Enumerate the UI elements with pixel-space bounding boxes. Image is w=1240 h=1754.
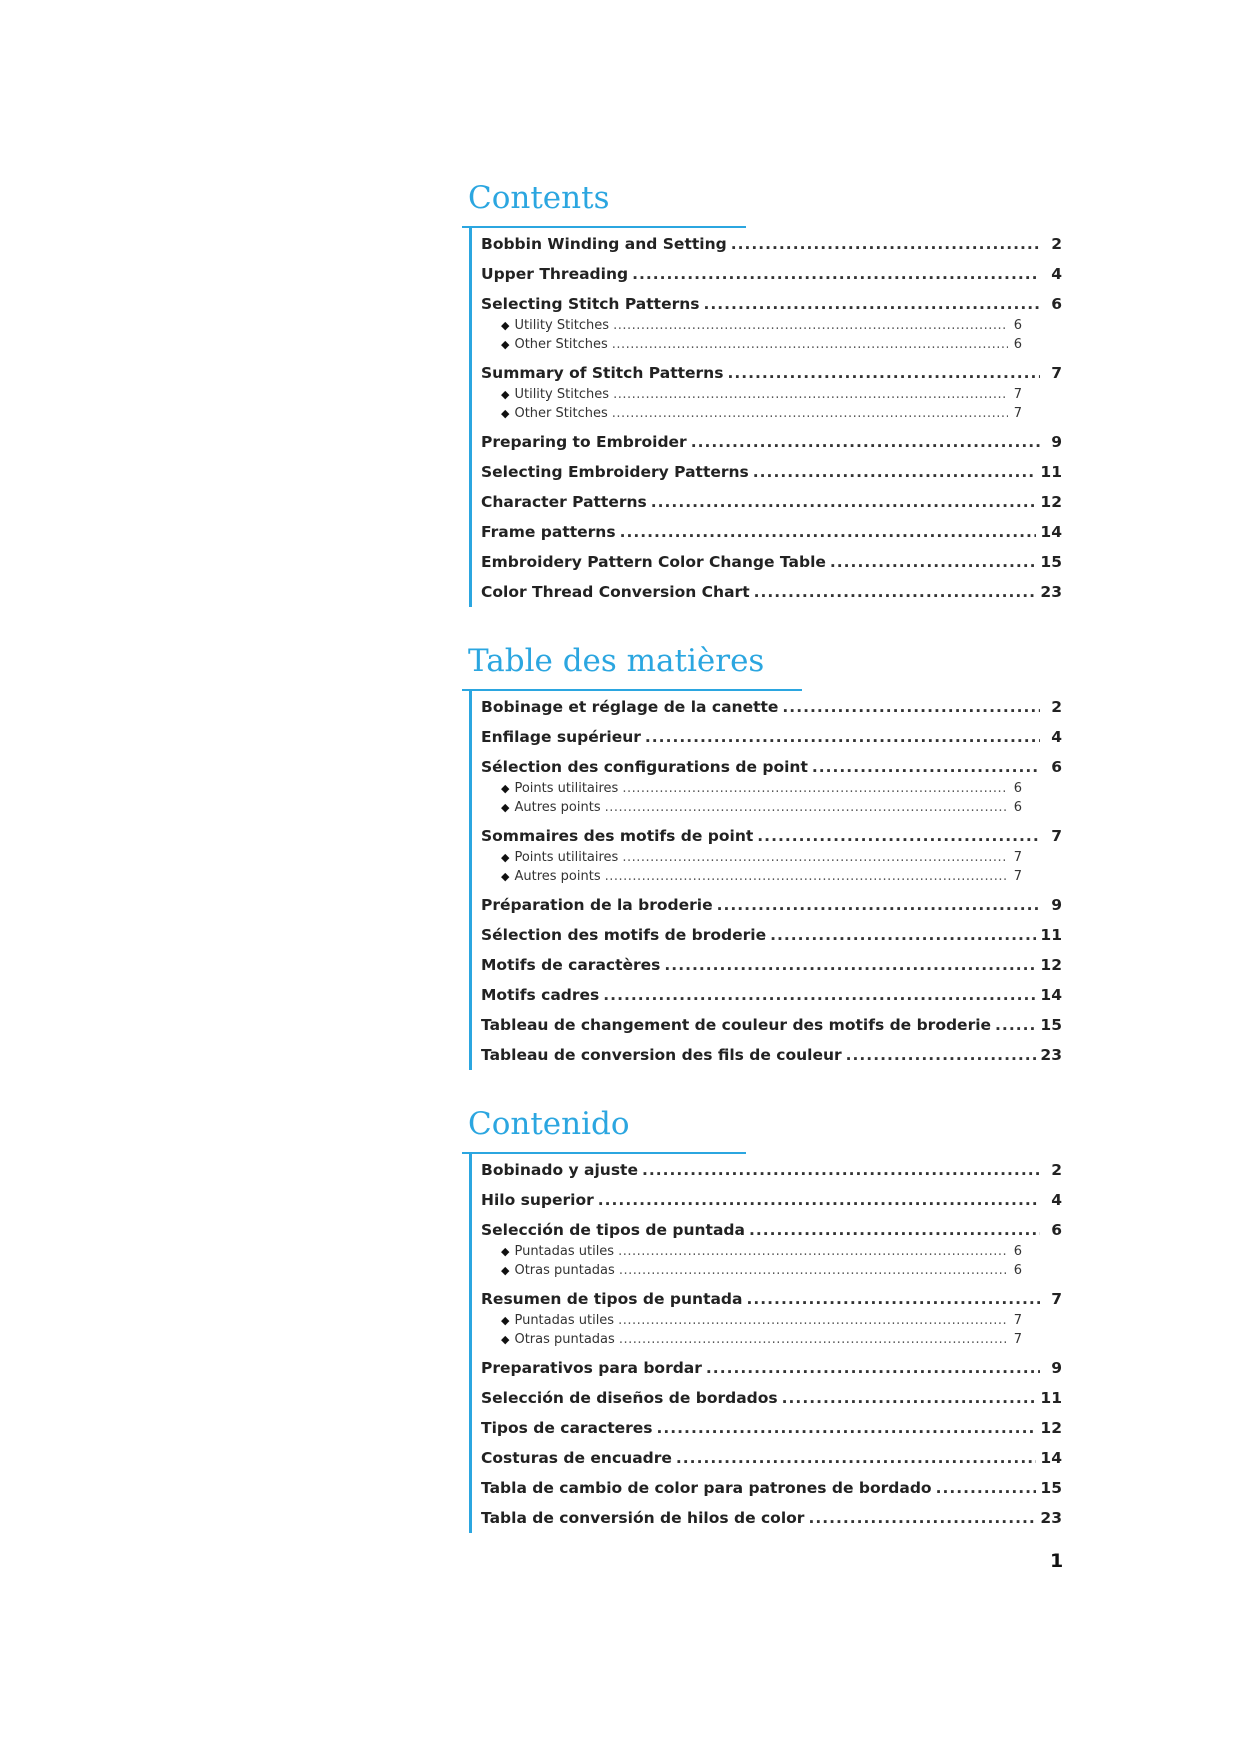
toc-entry[interactable] xyxy=(481,1045,1062,1066)
dot-leader xyxy=(704,294,1041,315)
dot-leader xyxy=(749,1220,1040,1241)
diamond-bullet-icon: ◆ xyxy=(501,388,510,401)
toc-entry-label: Resumen de tipos de puntada xyxy=(481,1290,743,1308)
toc-entry-label: Tabla de cambio de color para patrones de bordado xyxy=(481,1479,932,1497)
toc-entry-row[interactable] xyxy=(481,925,1062,946)
dot-leader xyxy=(753,462,1037,483)
toc-entry-page: 11 xyxy=(1040,926,1062,944)
toc-sub-entry[interactable] xyxy=(501,779,1022,798)
toc-entry-page: 6 xyxy=(1051,758,1062,776)
dot-leader xyxy=(717,895,1040,916)
diamond-bullet-icon: ◆ xyxy=(501,801,510,814)
toc-entry[interactable] xyxy=(481,1418,1062,1439)
dot-leader xyxy=(846,1045,1037,1066)
toc-entry-label: Sélection des configurations de point xyxy=(481,758,808,776)
toc-entry-label: Preparativos para bordar xyxy=(481,1359,702,1377)
toc-entry-page: 7 xyxy=(1051,1290,1062,1308)
toc-body xyxy=(469,228,1062,607)
toc-entry[interactable] xyxy=(481,432,1062,453)
dot-leader xyxy=(605,867,1008,886)
toc-entry-label: Selección de diseños de bordados xyxy=(481,1389,778,1407)
toc-section-table-des-matieres xyxy=(462,643,1062,1070)
toc-entry-label: Bobbin Winding and Setting xyxy=(481,235,727,253)
toc-entry-label: Character Patterns xyxy=(481,493,647,511)
toc-entry-row[interactable] xyxy=(481,1508,1062,1529)
toc-entry[interactable] xyxy=(481,697,1062,718)
toc-entry-row[interactable] xyxy=(481,363,1062,384)
toc-sub-entry-page: 6 xyxy=(1013,1244,1022,1259)
dot-leader xyxy=(770,925,1036,946)
diamond-bullet-icon: ◆ xyxy=(501,1264,510,1277)
toc-entry[interactable] xyxy=(481,363,1062,423)
toc-sub-entry[interactable] xyxy=(501,404,1022,423)
toc-sub-list xyxy=(481,848,1062,886)
toc-entry-label: Color Thread Conversion Chart xyxy=(481,583,750,601)
toc-entry-page: 12 xyxy=(1040,1419,1062,1437)
toc-entry-label: Tabla de conversión de hilos de color xyxy=(481,1509,805,1527)
toc-entry-label: Frame patterns xyxy=(481,523,616,541)
toc-sub-list xyxy=(481,1311,1062,1349)
toc-sub-entry[interactable] xyxy=(501,335,1022,354)
toc-entry-row[interactable] xyxy=(481,1045,1062,1066)
toc-entry[interactable] xyxy=(481,492,1062,513)
dot-leader xyxy=(664,955,1036,976)
toc-entry-label: Sélection des motifs de broderie xyxy=(481,926,767,944)
toc-entry-page: 6 xyxy=(1051,295,1062,313)
toc-entry[interactable] xyxy=(481,1289,1062,1349)
toc-entry-row[interactable] xyxy=(481,1358,1062,1379)
toc-entry-page: 11 xyxy=(1040,1389,1062,1407)
toc-entry-row[interactable] xyxy=(481,492,1062,513)
toc-sub-entry-page: 6 xyxy=(1013,337,1022,352)
dot-leader xyxy=(612,404,1008,423)
toc-entry-page: 9 xyxy=(1051,433,1062,451)
toc-entry[interactable] xyxy=(481,985,1062,1006)
toc-entry[interactable] xyxy=(481,1448,1062,1469)
dot-leader xyxy=(612,335,1008,354)
dot-leader xyxy=(747,1289,1041,1310)
toc-entry-page: 2 xyxy=(1051,698,1062,716)
toc-entry-label: Embroidery Pattern Color Change Table xyxy=(481,553,826,571)
toc-entry-page: 15 xyxy=(1040,1479,1062,1497)
toc-entry[interactable] xyxy=(481,294,1062,354)
toc-entry-page: 11 xyxy=(1040,463,1062,481)
toc-entry[interactable] xyxy=(481,895,1062,916)
dot-leader xyxy=(613,316,1008,335)
toc-entry[interactable] xyxy=(481,522,1062,543)
toc-sub-list xyxy=(481,316,1062,354)
toc-sub-entry-page: 7 xyxy=(1013,869,1022,884)
toc-entry-row[interactable] xyxy=(481,955,1062,976)
toc-sub-entry-label: Puntadas utiles xyxy=(514,1313,615,1328)
dot-leader xyxy=(618,1311,1008,1330)
toc-body xyxy=(469,691,1062,1070)
toc-entry-page: 2 xyxy=(1051,235,1062,253)
dot-leader xyxy=(706,1358,1040,1379)
dot-leader xyxy=(603,985,1036,1006)
diamond-bullet-icon: ◆ xyxy=(501,407,510,420)
dot-leader xyxy=(812,757,1040,778)
dot-leader xyxy=(936,1478,1037,1499)
toc-sub-entry-label: Other Stitches xyxy=(514,337,608,352)
toc-sub-entry-label: Puntadas utiles xyxy=(514,1244,615,1259)
diamond-bullet-icon: ◆ xyxy=(501,1245,510,1258)
toc-entry-row[interactable] xyxy=(481,697,1062,718)
toc-entry-page: 14 xyxy=(1040,1449,1062,1467)
toc-entry-label: Summary of Stitch Patterns xyxy=(481,364,724,382)
toc-entry-page: 23 xyxy=(1040,583,1062,601)
toc-section-contenido xyxy=(462,1106,1062,1533)
toc-entry-page: 6 xyxy=(1051,1221,1062,1239)
toc-entry[interactable] xyxy=(481,1358,1062,1379)
section-header xyxy=(462,643,1062,691)
toc-entry-page: 7 xyxy=(1051,827,1062,845)
dot-leader xyxy=(619,1261,1008,1280)
diamond-bullet-icon: ◆ xyxy=(501,1333,510,1346)
diamond-bullet-icon: ◆ xyxy=(501,1314,510,1327)
toc-sub-entry-page: 6 xyxy=(1013,781,1022,796)
dot-leader xyxy=(995,1015,1036,1036)
toc-sub-entry-page: 6 xyxy=(1013,1263,1022,1278)
toc-sub-entry-label: Autres points xyxy=(514,800,601,815)
section-title: Contenido xyxy=(468,1106,630,1142)
dot-leader xyxy=(830,552,1037,573)
toc-sub-entry-page: 7 xyxy=(1013,850,1022,865)
toc-entry-page: 15 xyxy=(1040,553,1062,571)
toc-sub-entry-page: 7 xyxy=(1013,1332,1022,1347)
toc-entry[interactable] xyxy=(481,727,1062,748)
toc-entry-row[interactable] xyxy=(481,462,1062,483)
toc-entry-page: 15 xyxy=(1040,1016,1062,1034)
toc-entry-row[interactable] xyxy=(481,1160,1062,1181)
toc-entry-row[interactable] xyxy=(481,432,1062,453)
toc-entry-page: 23 xyxy=(1040,1046,1062,1064)
toc-entry[interactable] xyxy=(481,234,1062,255)
toc-sub-entry[interactable] xyxy=(501,1261,1022,1280)
toc-entry[interactable] xyxy=(481,552,1062,573)
toc-sub-list xyxy=(481,779,1062,817)
dot-leader xyxy=(757,826,1040,847)
dot-leader xyxy=(620,522,1037,543)
toc-entry-row[interactable] xyxy=(481,727,1062,748)
toc-entry-label: Upper Threading xyxy=(481,265,629,283)
dot-leader xyxy=(782,1388,1037,1409)
toc-entry-row[interactable] xyxy=(481,895,1062,916)
section-header xyxy=(462,180,1062,228)
toc-entry-label: Selecting Stitch Patterns xyxy=(481,295,700,313)
toc-entry-page: 7 xyxy=(1051,364,1062,382)
diamond-bullet-icon: ◆ xyxy=(501,870,510,883)
toc-entry-page: 4 xyxy=(1051,265,1062,283)
dot-leader xyxy=(598,1190,1040,1211)
toc-entry[interactable] xyxy=(481,582,1062,603)
diamond-bullet-icon: ◆ xyxy=(501,851,510,864)
toc-entry-row[interactable] xyxy=(481,757,1062,778)
toc-entry-label: Préparation de la broderie xyxy=(481,896,713,914)
toc-entry-label: Selección de tipos de puntada xyxy=(481,1221,745,1239)
dot-leader xyxy=(619,1330,1008,1349)
toc-entry[interactable] xyxy=(481,757,1062,817)
toc-sub-entry[interactable] xyxy=(501,798,1022,817)
toc-entry-row[interactable] xyxy=(481,1220,1062,1241)
toc-sub-entry-label: Utility Stitches xyxy=(514,387,610,402)
dot-leader xyxy=(645,727,1040,748)
dot-leader xyxy=(622,779,1008,798)
toc-entry-page: 23 xyxy=(1040,1509,1062,1527)
dot-leader xyxy=(808,1508,1036,1529)
toc-sub-entry[interactable] xyxy=(501,848,1022,867)
dot-leader xyxy=(676,1448,1037,1469)
dot-leader xyxy=(731,234,1040,255)
toc-entry[interactable] xyxy=(481,1478,1062,1499)
toc-entry-label: Preparing to Embroider xyxy=(481,433,687,451)
toc-entry-row[interactable] xyxy=(481,582,1062,603)
toc-list xyxy=(481,697,1062,1066)
toc-entry-page: 9 xyxy=(1051,896,1062,914)
page-number: 1 xyxy=(1050,1550,1064,1572)
toc-entry-row[interactable] xyxy=(481,826,1062,847)
toc-entry-row[interactable] xyxy=(481,552,1062,573)
dot-leader xyxy=(651,492,1037,513)
dot-leader xyxy=(691,432,1040,453)
section-title: Contents xyxy=(468,180,610,216)
toc-entry-label: Costuras de encuadre xyxy=(481,1449,672,1467)
toc-entry-label: Bobinage et réglage de la canette xyxy=(481,698,779,716)
toc-entry-label: Motifs de caractères xyxy=(481,956,661,974)
toc-entry-label: Sommaires des motifs de point xyxy=(481,827,754,845)
toc-sub-entry-label: Other Stitches xyxy=(514,406,608,421)
toc-entry-row[interactable] xyxy=(481,1418,1062,1439)
toc-entry-label: Tableau de changement de couleur des motifs de broderie xyxy=(481,1016,992,1034)
section-header xyxy=(462,1106,1062,1154)
toc-sub-entry-page: 7 xyxy=(1013,406,1022,421)
toc-entry-row[interactable] xyxy=(481,234,1062,255)
toc-entry-row[interactable] xyxy=(481,1015,1062,1036)
toc-entry-label: Enfilage supérieur xyxy=(481,728,641,746)
dot-leader xyxy=(618,1242,1008,1261)
toc-entry-page: 12 xyxy=(1040,956,1062,974)
toc-entry-row[interactable] xyxy=(481,264,1062,285)
toc-entry[interactable] xyxy=(481,462,1062,483)
toc-entry[interactable] xyxy=(481,1220,1062,1280)
dot-leader xyxy=(657,1418,1037,1439)
toc-entry-label: Selecting Embroidery Patterns xyxy=(481,463,749,481)
toc-entry[interactable] xyxy=(481,925,1062,946)
toc-entry-label: Hilo superior xyxy=(481,1191,594,1209)
dot-leader xyxy=(782,697,1040,718)
section-title: Table des matières xyxy=(468,643,765,679)
toc-entry-row[interactable] xyxy=(481,1388,1062,1409)
toc-entry[interactable] xyxy=(481,1388,1062,1409)
toc-entry-row[interactable] xyxy=(481,1190,1062,1211)
toc-entry-page: 14 xyxy=(1040,986,1062,1004)
toc-entry-page: 9 xyxy=(1051,1359,1062,1377)
toc-sub-entry-label: Otras puntadas xyxy=(514,1263,615,1278)
toc-sub-entry[interactable] xyxy=(501,867,1022,886)
toc-sub-entry[interactable] xyxy=(501,1311,1022,1330)
toc-sub-list xyxy=(481,1242,1062,1280)
toc-entry-row[interactable] xyxy=(481,294,1062,315)
toc-sub-entry-label: Points utilitaires xyxy=(514,781,619,796)
toc-entry-label: Bobinado y ajuste xyxy=(481,1161,638,1179)
toc-list xyxy=(481,1160,1062,1529)
toc-sub-entry-label: Utility Stitches xyxy=(514,318,610,333)
dot-leader xyxy=(613,385,1008,404)
diamond-bullet-icon: ◆ xyxy=(501,319,510,332)
toc-sub-entry-label: Autres points xyxy=(514,869,601,884)
toc-entry-page: 14 xyxy=(1040,523,1062,541)
dot-leader xyxy=(605,798,1008,817)
toc-entry[interactable] xyxy=(481,955,1062,976)
toc-entry-label: Motifs cadres xyxy=(481,986,600,1004)
diamond-bullet-icon: ◆ xyxy=(501,338,510,351)
toc-entry[interactable] xyxy=(481,264,1062,285)
toc-entry[interactable] xyxy=(481,1190,1062,1211)
toc-sub-entry[interactable] xyxy=(501,385,1022,404)
toc-sub-entry-page: 6 xyxy=(1013,800,1022,815)
toc-entry[interactable] xyxy=(481,1015,1062,1036)
toc-entry[interactable] xyxy=(481,826,1062,886)
toc-sub-list xyxy=(481,385,1062,423)
toc-entry-page: 12 xyxy=(1040,493,1062,511)
toc-entry-page: 2 xyxy=(1051,1161,1062,1179)
toc-entry-label: Tableau de conversion des fils de couleur xyxy=(481,1046,842,1064)
toc-sub-entry[interactable] xyxy=(501,1242,1022,1261)
toc-entry-row[interactable] xyxy=(481,985,1062,1006)
toc-sub-entry-label: Points utilitaires xyxy=(514,850,619,865)
toc-entry[interactable] xyxy=(481,1160,1062,1181)
dot-leader xyxy=(727,363,1040,384)
toc-entry-page: 4 xyxy=(1051,1191,1062,1209)
toc-sub-entry-page: 7 xyxy=(1013,1313,1022,1328)
toc-entry-page: 4 xyxy=(1051,728,1062,746)
toc-entry[interactable] xyxy=(481,1508,1062,1529)
toc-entry-label: Tipos de caracteres xyxy=(481,1419,653,1437)
toc-section-contents xyxy=(462,180,1062,607)
dot-leader xyxy=(754,582,1037,603)
dot-leader xyxy=(632,264,1040,285)
toc-sub-entry-page: 6 xyxy=(1013,318,1022,333)
toc-entry-row[interactable] xyxy=(481,1478,1062,1499)
toc-sub-entry-label: Otras puntadas xyxy=(514,1332,615,1347)
toc-entry-row[interactable] xyxy=(481,1289,1062,1310)
toc-entry-row[interactable] xyxy=(481,1448,1062,1469)
toc-sub-entry[interactable] xyxy=(501,316,1022,335)
toc-sub-entry-page: 7 xyxy=(1013,387,1022,402)
diamond-bullet-icon: ◆ xyxy=(501,782,510,795)
toc-entry-row[interactable] xyxy=(481,522,1062,543)
toc-body xyxy=(469,1154,1062,1533)
toc-list xyxy=(481,234,1062,603)
dot-leader xyxy=(622,848,1008,867)
dot-leader xyxy=(642,1160,1040,1181)
toc-sub-entry[interactable] xyxy=(501,1330,1022,1349)
